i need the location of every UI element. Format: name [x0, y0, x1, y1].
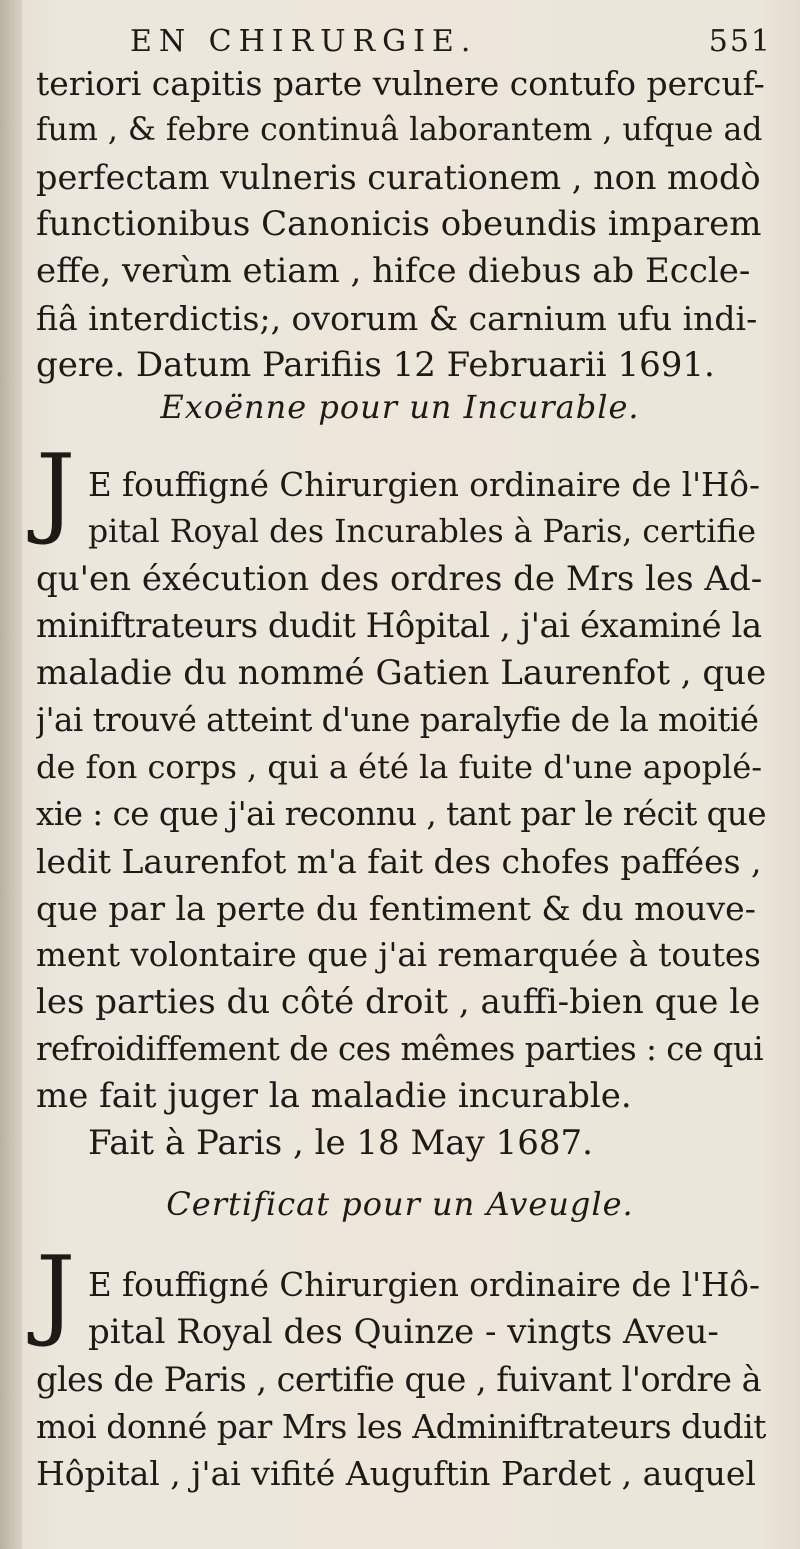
running-header — [130, 24, 780, 64]
text-line: gere. Datum Parifiis 12 Februarii 1691. — [36, 345, 715, 385]
text-line: xie : ce que j'ai reconnu , tant par le récit que — [36, 795, 766, 833]
text-line: me fait juger la maladie incurable. — [36, 1076, 632, 1116]
section-title-incurable: Exoënne pour un Incurable. — [160, 388, 640, 426]
text-line: pital Royal des Incurables à Paris, certifie — [88, 514, 757, 550]
continuation-paragraph — [36, 60, 766, 389]
text-line: maladie du nommé Gatien Laurenfot , que — [36, 653, 766, 693]
certificate-aveugle-text — [36, 1262, 766, 1497]
text-line: perfectam vulneris curationem , non modò — [36, 158, 761, 197]
text-line: E fouffigné Chirurgien ordinaire de l'Hô- — [88, 1266, 760, 1304]
text-line: ledit Laurenfot m'a fait des chofes paffées , — [36, 842, 762, 881]
text-line: refroidiffement de ces mêmes parties : ce qui — [36, 1030, 764, 1068]
text-line: que par la perte du fentiment & du mouve- — [36, 889, 756, 928]
text-line: qu'en éxécution des ordres de Mrs les Ad- — [36, 559, 763, 599]
section-title-aveugle: Certificat pour un Aveugle. — [166, 1185, 634, 1223]
text-line: fiâ interdictis;, ovorum & carnium ufu indi- — [36, 299, 758, 338]
text-line: gles de Paris , certifie que , fuivant l'ordre à — [36, 1360, 762, 1399]
page-gutter — [0, 0, 22, 1549]
signature-date-line: Fait à Paris , le 18 May 1687. — [88, 1123, 593, 1163]
drop-cap: J — [36, 434, 76, 548]
text-line: teriori capitis parte vulnere contufo percuf- — [36, 64, 765, 103]
text-line: de fon corps , qui a été la fuite d'une apoplé- — [36, 748, 763, 786]
text-line: effe, verùm etiam , hifce diebus ab Eccle- — [36, 251, 751, 291]
text-line: ment volontaire que j'ai remarquée à toutes — [36, 936, 761, 974]
text-line: miniftrateurs dudit Hôpital , j'ai éxaminé la — [36, 606, 762, 646]
text-line: j'ai trouvé atteint d'une paralyfie de la moitié — [36, 701, 759, 739]
text-line: pital Royal des Quinze - vingts Aveu- — [88, 1312, 719, 1352]
text-line: E fouffigné Chirurgien ordinaire de l'Hô- — [88, 466, 760, 504]
page-number: 551 — [708, 24, 772, 59]
text-line: moi donné par Mrs les Adminiftrateurs dudit — [36, 1407, 766, 1446]
drop-cap: J — [36, 1236, 76, 1350]
text-line: les parties du côté droit , auffi-bien que le — [36, 982, 761, 1022]
text-line: fum , & febre continuâ laborantem , ufque ad — [36, 112, 763, 148]
running-title: EN CHIRURGIE. — [130, 24, 478, 59]
certificate-incurable-text — [36, 462, 766, 1167]
text-line: Hôpital , j'ai vifité Auguftin Pardet , auquel — [36, 1454, 756, 1493]
text-line: functionibus Canonicis obeundis imparem — [36, 204, 762, 244]
